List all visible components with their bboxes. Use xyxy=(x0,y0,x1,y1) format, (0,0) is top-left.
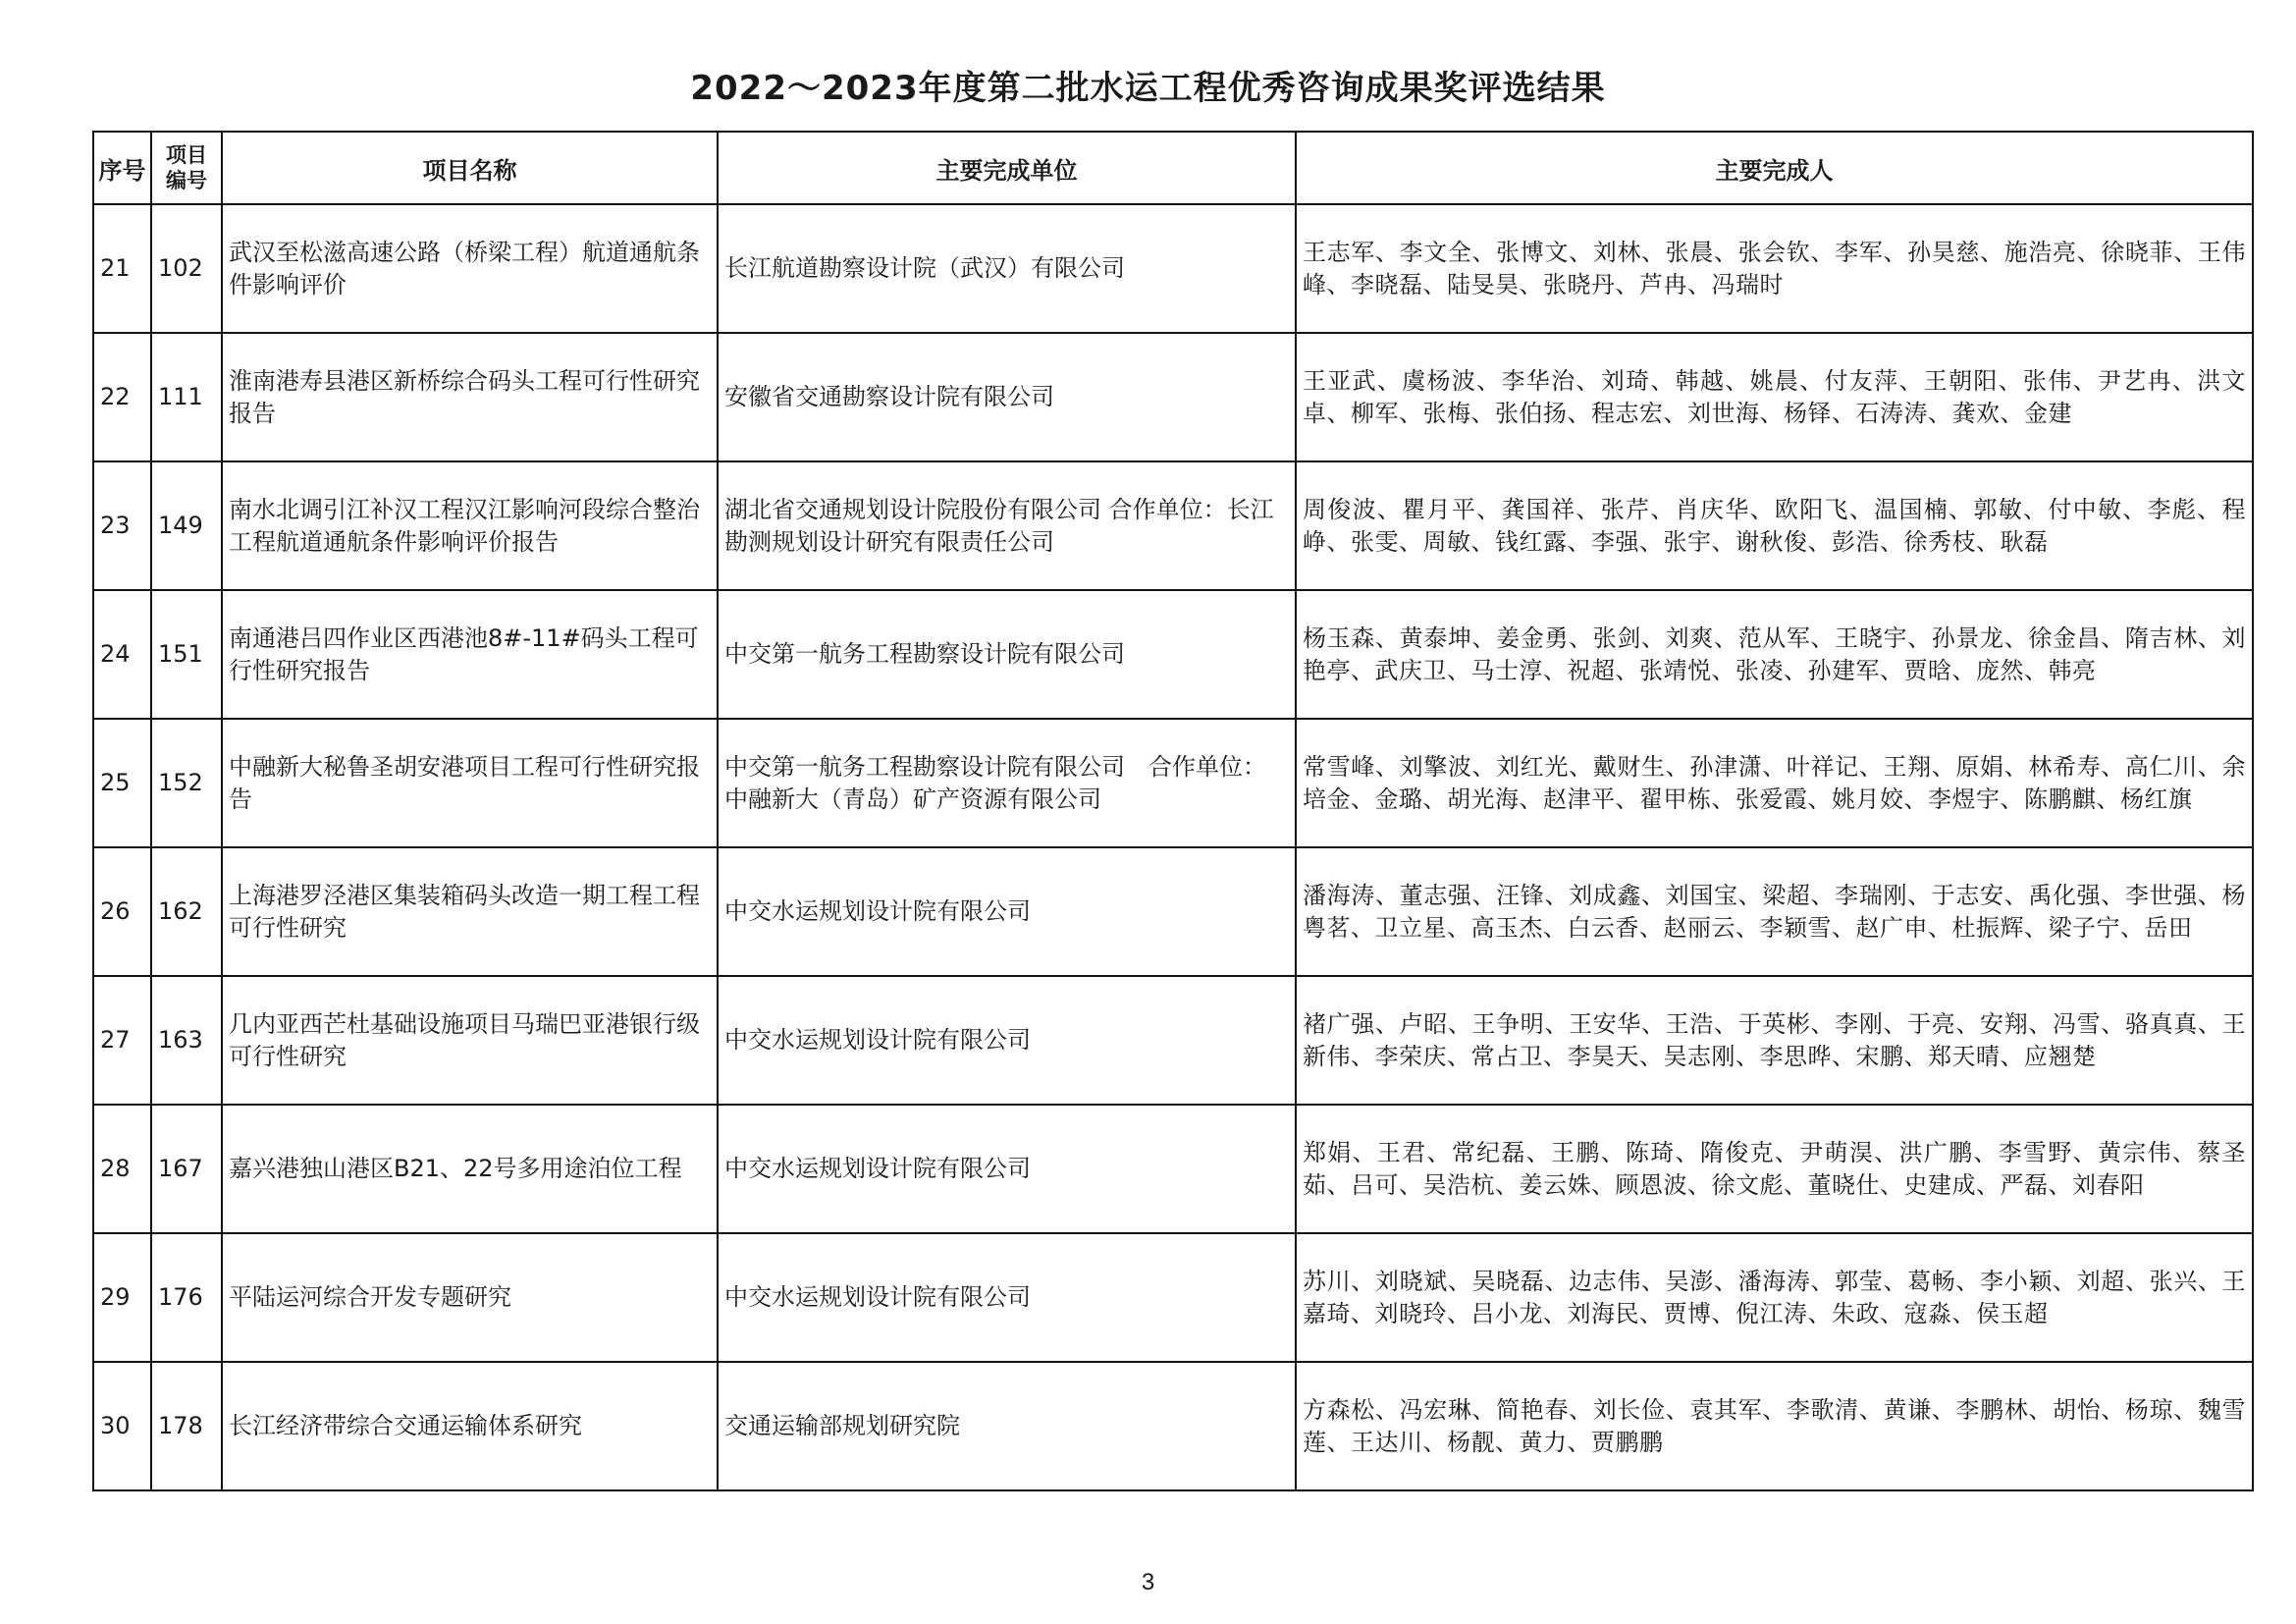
header-unit: 主要完成单位 xyxy=(718,132,1296,204)
table-row xyxy=(93,590,2253,719)
cell-seq: 21 xyxy=(93,204,151,333)
cell-code: 152 xyxy=(151,719,222,847)
cell-people: 苏川、刘晓斌、吴晓磊、边志伟、吴澎、潘海涛、郭莹、葛畅、李小颖、刘超、张兴、王嘉琦、刘晓玲、吕小龙、刘海民、贾博、倪江涛、朱政、寇淼、侯玉超 xyxy=(1296,1233,2253,1362)
cell-code: 151 xyxy=(151,590,222,719)
table-row xyxy=(93,719,2253,847)
cell-seq: 22 xyxy=(93,333,151,461)
cell-project-name: 中融新大秘鲁圣胡安港项目工程可行性研究报告 xyxy=(222,719,718,847)
header-code-line1: 项目 xyxy=(166,143,207,167)
cell-seq: 26 xyxy=(93,847,151,976)
cell-code: 167 xyxy=(151,1105,222,1233)
cell-unit: 中交水运规划设计院有限公司 xyxy=(718,847,1296,976)
cell-people: 潘海涛、董志强、汪锋、刘成鑫、刘国宝、梁超、李瑞刚、于志安、禹化强、李世强、杨粤茗、卫立星、高玉杰、白云香、赵丽云、李颖雪、赵广申、杜振辉、梁子宁、岳田 xyxy=(1296,847,2253,976)
table-row xyxy=(93,1233,2253,1362)
table-row xyxy=(93,1362,2253,1490)
results-table xyxy=(92,131,2254,1491)
table-row xyxy=(93,847,2253,976)
cell-unit: 安徽省交通勘察设计院有限公司 xyxy=(718,333,1296,461)
cell-seq: 25 xyxy=(93,719,151,847)
table-row xyxy=(93,976,2253,1105)
header-code-line2: 编号 xyxy=(166,169,207,192)
cell-code: 102 xyxy=(151,204,222,333)
cell-code: 163 xyxy=(151,976,222,1105)
cell-seq: 24 xyxy=(93,590,151,719)
cell-project-name: 淮南港寿县港区新桥综合码头工程可行性研究报告 xyxy=(222,333,718,461)
table-row xyxy=(93,333,2253,461)
cell-seq: 29 xyxy=(93,1233,151,1362)
cell-code: 178 xyxy=(151,1362,222,1490)
header-seq: 序号 xyxy=(93,132,151,204)
cell-unit: 交通运输部规划研究院 xyxy=(718,1362,1296,1490)
cell-people: 郑娟、王君、常纪磊、王鹏、陈琦、隋俊克、尹萌淏、洪广鹏、李雪野、黄宗伟、蔡圣茹、吕可、吴浩杭、姜云姝、顾恩波、徐文彪、董晓仕、史建成、严磊、刘春阳 xyxy=(1296,1105,2253,1233)
cell-people: 周俊波、瞿月平、龚国祥、张芹、肖庆华、欧阳飞、温国楠、郭敏、付中敏、李彪、程峥、张雯、周敏、钱红露、李强、张宇、谢秋俊、彭浩、徐秀枝、耿磊 xyxy=(1296,461,2253,590)
cell-code: 162 xyxy=(151,847,222,976)
cell-people: 褚广强、卢昭、王争明、王安华、王浩、于英彬、李刚、于亮、安翔、冯雪、骆真真、王新伟、李荣庆、常占卫、李昊天、吴志刚、李思晔、宋鹏、郑天晴、应翘楚 xyxy=(1296,976,2253,1105)
cell-unit: 中交第一航务工程勘察设计院有限公司 合作单位：中融新大（青岛）矿产资源有限公司 xyxy=(718,719,1296,847)
cell-seq: 28 xyxy=(93,1105,151,1233)
table-row xyxy=(93,461,2253,590)
cell-code: 176 xyxy=(151,1233,222,1362)
cell-people: 方森松、冯宏琳、简艳春、刘长俭、袁其军、李歌清、黄谦、李鹏林、胡怡、杨琼、魏雪莲、王达川、杨靓、黄力、贾鹏鹏 xyxy=(1296,1362,2253,1490)
cell-people: 王志军、李文全、张博文、刘林、张晨、张会钦、李军、孙昊慈、施浩亮、徐晓菲、王伟峰、李晓磊、陆旻昊、张晓丹、芦冉、冯瑞时 xyxy=(1296,204,2253,333)
cell-unit: 长江航道勘察设计院（武汉）有限公司 xyxy=(718,204,1296,333)
table-row xyxy=(93,1105,2253,1233)
cell-project-name: 南通港吕四作业区西港池8#-11#码头工程可行性研究报告 xyxy=(222,590,718,719)
cell-seq: 23 xyxy=(93,461,151,590)
cell-project-name: 长江经济带综合交通运输体系研究 xyxy=(222,1362,718,1490)
table-header-row xyxy=(93,132,2253,204)
header-people: 主要完成人 xyxy=(1296,132,2253,204)
cell-unit: 中交第一航务工程勘察设计院有限公司 xyxy=(718,590,1296,719)
table-row xyxy=(93,204,2253,333)
page-number: 3 xyxy=(1141,1569,1155,1596)
cell-unit: 中交水运规划设计院有限公司 xyxy=(718,1233,1296,1362)
cell-seq: 30 xyxy=(93,1362,151,1490)
cell-code: 149 xyxy=(151,461,222,590)
cell-people: 王亚武、虞杨波、李华治、刘琦、韩越、姚晨、付友萍、王朝阳、张伟、尹艺冉、洪文卓、柳军、张梅、张伯扬、程志宏、刘世海、杨铎、石涛涛、龚欢、金建 xyxy=(1296,333,2253,461)
page-title: 2022～2023年度第二批水运工程优秀咨询成果奖评选结果 xyxy=(690,69,1606,108)
cell-project-name: 平陆运河综合开发专题研究 xyxy=(222,1233,718,1362)
cell-unit: 中交水运规划设计院有限公司 xyxy=(718,976,1296,1105)
cell-project-name: 南水北调引江补汉工程汉江影响河段综合整治工程航道通航条件影响评价报告 xyxy=(222,461,718,590)
cell-project-name: 上海港罗泾港区集装箱码头改造一期工程工程可行性研究 xyxy=(222,847,718,976)
cell-project-name: 嘉兴港独山港区B21、22号多用途泊位工程 xyxy=(222,1105,718,1233)
cell-unit: 湖北省交通规划设计院股份有限公司 合作单位：长江勘测规划设计研究有限责任公司 xyxy=(718,461,1296,590)
cell-seq: 27 xyxy=(93,976,151,1105)
header-name: 项目名称 xyxy=(222,132,718,204)
cell-people: 杨玉森、黄泰坤、姜金勇、张剑、刘爽、范从军、王晓宇、孙景龙、徐金昌、隋吉林、刘艳亭、武庆卫、马士淳、祝超、张靖悦、张凌、孙建军、贾晗、庞然、韩亮 xyxy=(1296,590,2253,719)
cell-project-name: 武汉至松滋高速公路（桥梁工程）航道通航条件影响评价 xyxy=(222,204,718,333)
cell-project-name: 几内亚西芒杜基础设施项目马瑞巴亚港银行级可行性研究 xyxy=(222,976,718,1105)
cell-people: 常雪峰、刘擎波、刘红光、戴财生、孙津潇、叶祥记、王翔、原娟、林希寿、高仁川、余培金、金璐、胡光海、赵津平、翟甲栋、张爱霞、姚月姣、李煜宇、陈鹏麒、杨红旗 xyxy=(1296,719,2253,847)
cell-unit: 中交水运规划设计院有限公司 xyxy=(718,1105,1296,1233)
cell-code: 111 xyxy=(151,333,222,461)
header-code xyxy=(151,132,222,204)
